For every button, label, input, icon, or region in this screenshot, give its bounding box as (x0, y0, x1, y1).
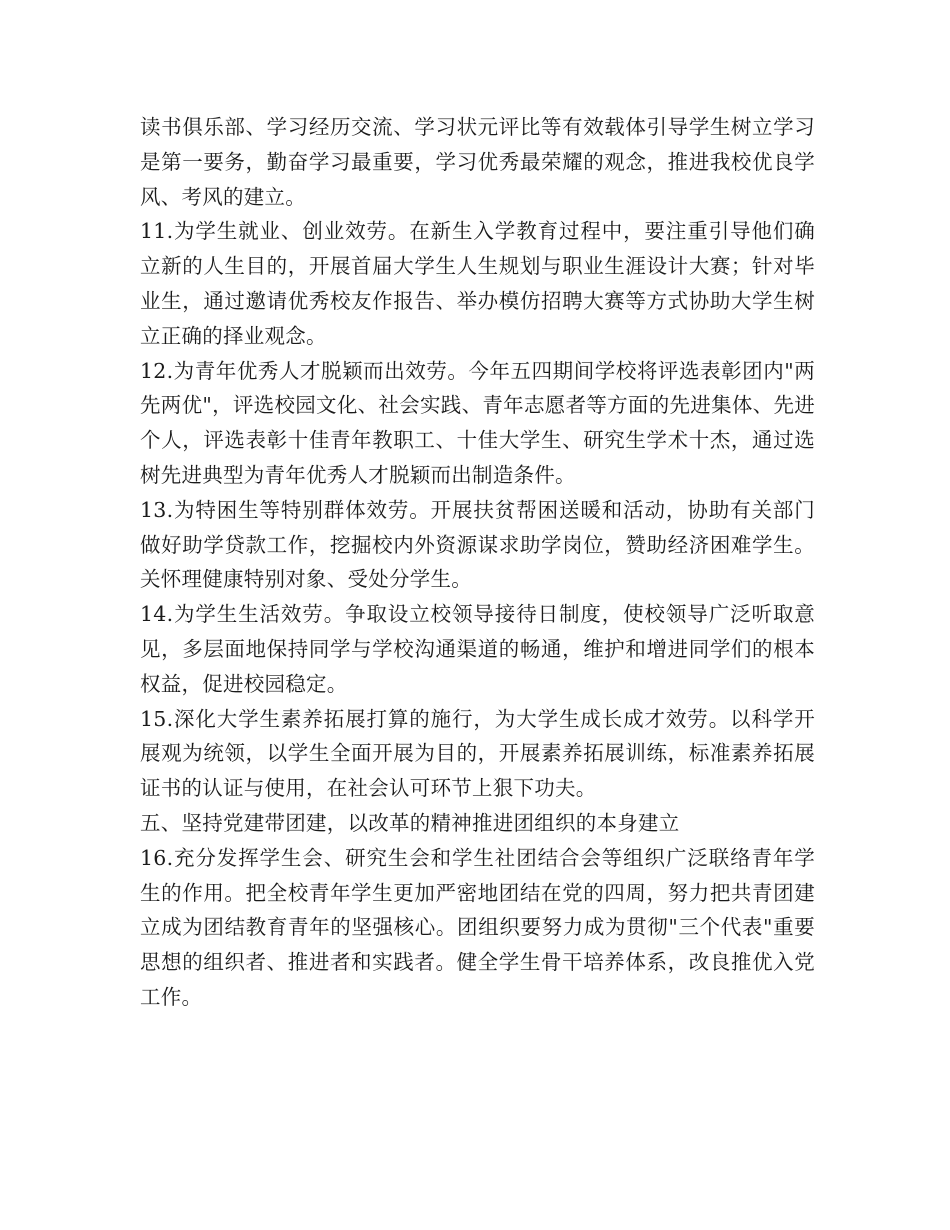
paragraph-item-11: 11.为学生就业、创业效劳。在新生入学教育过程中，要注重引导他们确立新的人生目的，开展首届大学生人生规划与职业生涯设计大赛；针对毕业生，通过邀请优秀校友作报告、举办模仿招聘大赛等方式协助大学生树立正确的择业观念。 (140, 219, 815, 348)
paragraph-item-16: 16.充分发挥学生会、研究生会和学生社团结合会等组织广泛联络青年学生的作用。把全校青年学生更加严密地团结在党的四周，努力把共青团建立成为团结教育青年的坚强核心。团组织要努力成为贯彻"三个代表"重要思想的组织者、推进者和实践者。健全学生骨干培养体系，改良推优入党工作。 (140, 845, 815, 1009)
section-heading-5: 五、坚持党建带团建，以改革的精神推进团组织的本身建立 (140, 810, 680, 835)
paragraph-item-14: 14.为学生生活效劳。争取设立校领导接待日制度，使校领导广泛听取意见，多层面地保持同学与学校沟通渠道的畅通，维护和增进同学们的根本权益，促进校园稳定。 (140, 602, 815, 696)
paragraph-item-12: 12.为青年优秀人才脱颖而出效劳。今年五四期间学校将评选表彰团内"两先两优"，评选校园文化、社会实践、青年志愿者等方面的先进集体、先进个人，评选表彰十佳青年教职工、十佳大学生、研究生学术十杰，通过选树先进典型为青年优秀人才脱颖而出制造条件。 (140, 358, 815, 487)
document-body (140, 110, 815, 1015)
paragraph-item-15: 15.深化大学生素养拓展打算的施行，为大学生成长成才效劳。以科学开展观为统领，以学生全面开展为目的，开展素养拓展训练，标准素养拓展证书的认证与使用，在社会认可环节上狠下功夫。 (140, 706, 815, 801)
paragraph-item-13: 13.为特困生等特别群体效劳。开展扶贫帮困送暖和活动，协助有关部门做好助学贷款工作，挖掘校内外资源谋求助学岗位，赞助经济困难学生。关怀理健康特别对象、受处分学生。 (140, 497, 815, 592)
paragraph-study-style: 读书俱乐部、学习经历交流、学习状元评比等有效载体引导学生树立学习是第一要务，勤奋学习最重要，学习优秀最荣耀的观念，推进我校优良学风、考风的建立。 (140, 115, 815, 209)
